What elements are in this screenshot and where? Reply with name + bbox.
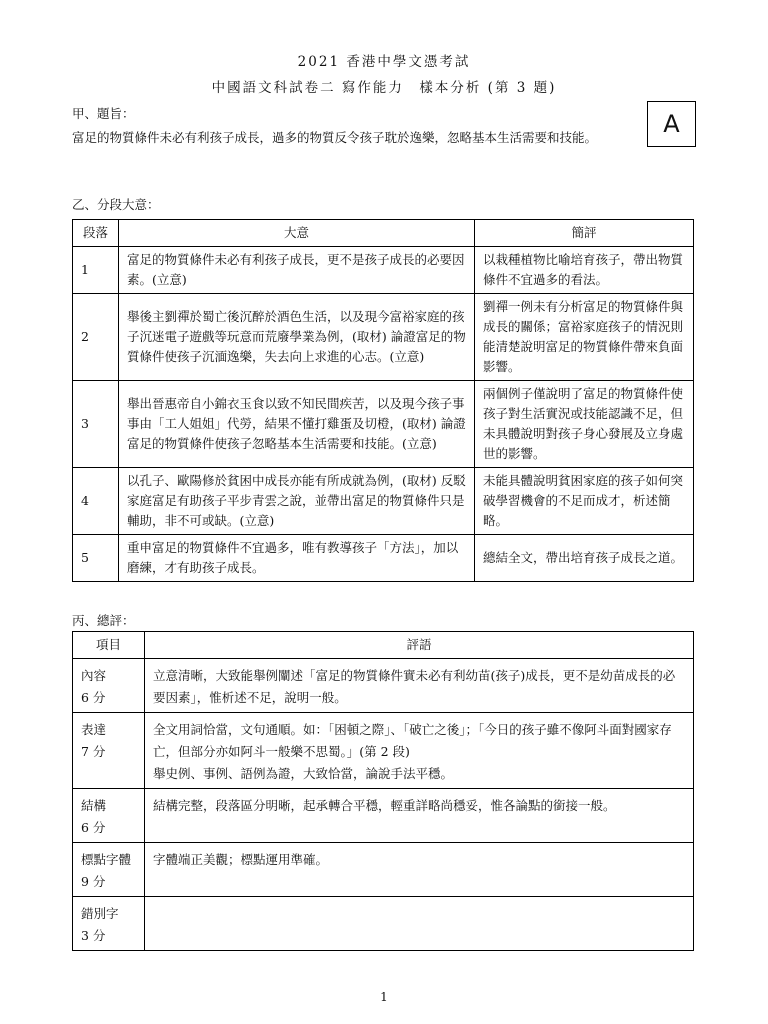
paragraph-comment: 劉禪一例未有分析富足的物質條件與成長的關係；富裕家庭孩子的情況則能清楚說明富足的物質條件帶來負面影響。 bbox=[475, 294, 694, 381]
evaluation-comment bbox=[145, 843, 694, 897]
page-number: 1 bbox=[380, 990, 388, 1004]
comment-line: 立意清晰，大致能舉例闡述「富足的物質條件實未必有利幼苗(孩子)成長，更不是幼苗成長的必要因素」，惟析述不足，說明一般。 bbox=[153, 668, 676, 705]
paragraph-number: 3 bbox=[73, 381, 119, 468]
segments-label: 乙、分段大意： bbox=[72, 197, 160, 212]
grade-box: A bbox=[647, 101, 696, 147]
paragraph-main-idea: 舉後主劉禪於蜀亡後沉醉於酒色生活，以及現今富裕家庭的孩子沉迷電子遊戲等玩意而荒廢學業為例，(取材) 論證富足的物質條件使孩子沉湎逸樂，失去向上求進的心志。(立意) bbox=[119, 294, 475, 381]
evaluation-comment bbox=[145, 789, 694, 843]
table-row bbox=[73, 659, 694, 713]
paragraph-main-idea: 富足的物質條件未必有利孩子成長，更不是孩子成長的必要因素。(立意) bbox=[119, 247, 475, 294]
theme-label: 甲、題旨： bbox=[72, 106, 135, 121]
item-name: 標點字體 bbox=[81, 852, 132, 867]
evaluation-item bbox=[73, 713, 145, 789]
table-row bbox=[73, 381, 694, 468]
paragraph-main-idea: 以孔子、歐陽修於貧困中成長亦能有所成就為例，(取材) 反駁家庭富足有助孩子平步青雲之說，並帶出富足的物質條件只是輔助，非不可或缺。(立意) bbox=[119, 468, 475, 535]
table-row bbox=[73, 897, 694, 951]
evaluation-comment bbox=[145, 659, 694, 713]
header-cell: 簡評 bbox=[475, 220, 694, 247]
paragraph-number: 4 bbox=[73, 468, 119, 535]
paragraph-comment: 總結全文，帶出培育孩子成長之道。 bbox=[475, 535, 694, 582]
document-subtitle: 中國語文科試卷二 寫作能力 樣本分析 (第 3 題) bbox=[211, 80, 557, 96]
paragraph-main-idea: 重申富足的物質條件不宜過多，唯有教導孩子「方法」，加以磨練，才有助孩子成長。 bbox=[119, 535, 475, 582]
table-row bbox=[73, 535, 694, 582]
table-row bbox=[73, 789, 694, 843]
segments-table bbox=[72, 219, 694, 582]
paragraph-comment: 未能具體說明貧困家庭的孩子如何突破學習機會的不足而成才，析述簡略。 bbox=[475, 468, 694, 535]
header-cell: 項目 bbox=[73, 632, 145, 659]
document-title: 2021 香港中學文憑考試 bbox=[297, 54, 471, 70]
evaluation-item bbox=[73, 659, 145, 713]
theme-text: 富足的物質條件未必有利孩子成長，過多的物質反令孩子耽於逸樂，忽略基本生活需要和技能。 bbox=[72, 130, 598, 145]
item-name: 錯別字 bbox=[81, 906, 119, 921]
item-score: 9 分 bbox=[81, 874, 106, 889]
item-score: 7 分 bbox=[81, 744, 106, 759]
item-score: 6 分 bbox=[81, 690, 106, 705]
table-row bbox=[73, 294, 694, 381]
evaluation-comment bbox=[145, 897, 694, 951]
evaluation-item bbox=[73, 843, 145, 897]
item-score: 6 分 bbox=[81, 820, 106, 835]
paragraph-comment: 以栽種植物比喻培育孩子，帶出物質條件不宜過多的看法。 bbox=[475, 247, 694, 294]
table-row bbox=[73, 843, 694, 897]
paragraph-number: 5 bbox=[73, 535, 119, 582]
header-cell: 大意 bbox=[119, 220, 475, 247]
segments-header-row bbox=[73, 220, 694, 247]
comment-line: 結構完整，段落區分明晰，起承轉合平穩，輕重詳略尚穩妥，惟各論點的銜接一般。 bbox=[153, 798, 616, 813]
evaluation-label: 丙、總評： bbox=[72, 613, 135, 628]
evaluation-item bbox=[73, 897, 145, 951]
paragraph-number: 2 bbox=[73, 294, 119, 381]
paragraph-number: 1 bbox=[73, 247, 119, 294]
evaluation-item bbox=[73, 789, 145, 843]
comment-line: 字體端正美觀；標點運用準確。 bbox=[153, 852, 329, 867]
item-name: 內容 bbox=[81, 668, 107, 683]
evaluation-table bbox=[72, 631, 694, 951]
header-cell: 段落 bbox=[73, 220, 119, 247]
table-row bbox=[73, 468, 694, 535]
item-name: 表達 bbox=[81, 722, 107, 737]
item-name: 結構 bbox=[81, 798, 107, 813]
paragraph-main-idea: 舉出晉惠帝自小錦衣玉食以致不知民間疾苦，以及現今孩子事事由「工人姐姐」代勞，結果不懂打雞蛋及切橙，(取材) 論證富足的物質條件使孩子忽略基本生活需要和技能。(立意) bbox=[119, 381, 475, 468]
item-score: 3 分 bbox=[81, 928, 106, 943]
paragraph-comment: 兩個例子僅說明了富足的物質條件使孩子對生活實況或技能認識不足，但未具體說明對孩子身心發展及立身處世的影響。 bbox=[475, 381, 694, 468]
evaluation-comment bbox=[145, 713, 694, 789]
header-cell: 評語 bbox=[145, 632, 694, 659]
table-row bbox=[73, 247, 694, 294]
comment-line: 舉史例、事例、語例為證，大致恰當，論說手法平穩。 bbox=[153, 766, 454, 781]
table-row bbox=[73, 713, 694, 789]
evaluation-header-row bbox=[73, 632, 694, 659]
comment-line: 全文用詞恰當，文句通順。如：「困頓之際」、「破亡之後」；「今日的孩子雖不像阿斗面對國家存亡，但部分亦如阿斗一般樂不思蜀。」(第 2 段) bbox=[153, 722, 672, 759]
